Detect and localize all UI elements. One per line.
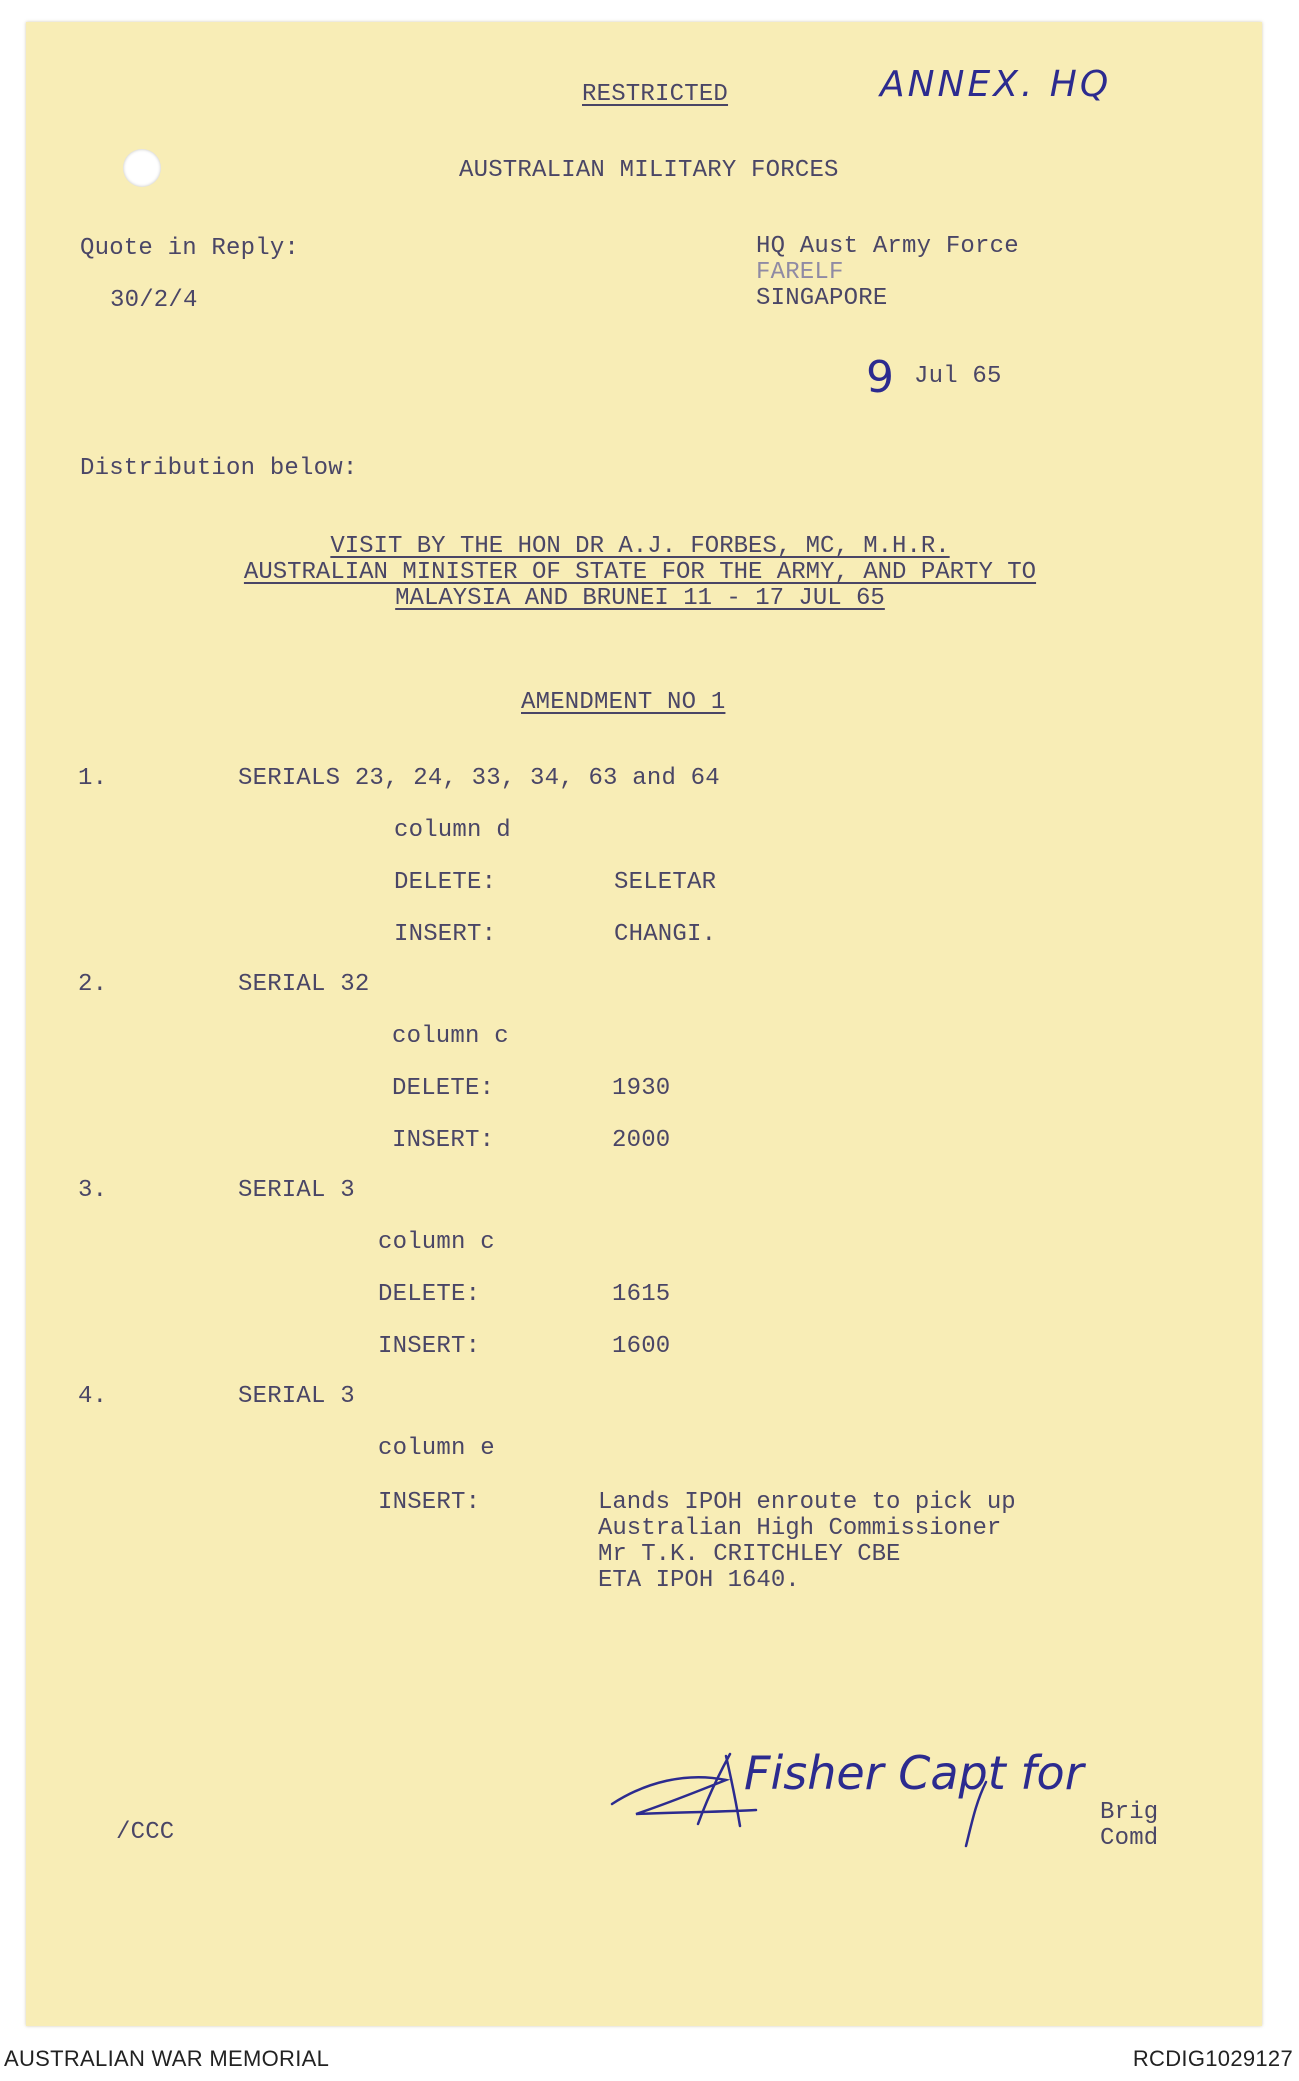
handwritten-annex: ANNEX. HQ <box>880 64 1112 105</box>
delete-value: SELETAR <box>614 869 717 896</box>
column-reference: column c <box>378 1229 495 1256</box>
item-number: 3. <box>78 1177 108 1204</box>
delete-value: 1930 <box>612 1075 671 1102</box>
serial-reference: SERIALS 23, 24, 33, 34, 63 and 64 <box>238 765 720 792</box>
insert-text-block <box>598 1490 1016 1594</box>
footer-item-id: RCDIG1029127 <box>1132 2046 1293 2071</box>
quote-label: Quote in Reply: <box>80 235 300 262</box>
reference-number: 30/2/4 <box>110 287 198 314</box>
delete-label: DELETE: <box>394 869 497 896</box>
serial-reference: SERIAL 3 <box>238 1383 355 1410</box>
item-number: 1. <box>78 765 108 792</box>
security-heading: RESTRICTED <box>582 81 729 108</box>
insert-text-line: ETA IPOH 1640. <box>598 1567 800 1594</box>
subject-line: VISIT BY THE HON DR A.J. FORBES, MC, M.H.R. <box>330 533 950 560</box>
item-number: 4. <box>78 1383 108 1410</box>
signatory-title: Brig <box>1100 1799 1159 1826</box>
delete-label: DELETE: <box>378 1281 481 1308</box>
insert-label: INSERT: <box>394 921 497 948</box>
item-number: 2. <box>78 971 108 998</box>
insert-label: INSERT: <box>378 1489 481 1516</box>
address-line: FARELF <box>756 259 844 286</box>
insert-value: CHANGI. <box>614 921 717 948</box>
organisation-heading: AUSTRALIAN MILITARY FORCES <box>459 157 839 184</box>
insert-text-line: Mr T.K. CRITCHLEY CBE <box>598 1541 901 1568</box>
signature-handwritten: Fisher Capt for <box>744 1746 1084 1800</box>
column-reference: column c <box>392 1023 509 1050</box>
document-page <box>26 22 1262 2026</box>
footer-archive-name: AUSTRALIAN WAR MEMORIAL <box>4 2046 330 2071</box>
insert-text-line: Lands IPOH enroute to pick up <box>598 1489 1016 1516</box>
address-line: SINGAPORE <box>756 285 888 312</box>
delete-label: DELETE: <box>392 1075 495 1102</box>
column-reference: column d <box>394 817 511 844</box>
date-day-handwritten: 9 <box>866 352 894 403</box>
insert-label: INSERT: <box>378 1333 481 1360</box>
insert-label: INSERT: <box>392 1127 495 1154</box>
amendment-title: AMENDMENT NO 1 <box>521 689 726 716</box>
signatory-title: Comd <box>1100 1825 1159 1852</box>
column-reference: column e <box>378 1435 495 1462</box>
punch-hole <box>123 149 161 187</box>
reference-initials: /CCC <box>116 1819 175 1846</box>
serial-reference: SERIAL 32 <box>238 971 370 998</box>
serial-reference: SERIAL 3 <box>238 1177 355 1204</box>
subject-line: AUSTRALIAN MINISTER OF STATE FOR THE ARMY, AND PARTY TO <box>243 559 1037 586</box>
delete-value: 1615 <box>612 1281 671 1308</box>
subject-line: MALAYSIA AND BRUNEI 11 - 17 JUL 65 <box>395 585 885 612</box>
address-line: HQ Aust Army Force <box>756 233 1019 260</box>
date-month-year: Jul 65 <box>914 363 1002 390</box>
distribution-label: Distribution below: <box>80 455 358 482</box>
insert-text-line: Australian High Commissioner <box>598 1515 1002 1542</box>
subject-block <box>140 534 1140 612</box>
insert-value: 1600 <box>612 1333 671 1360</box>
insert-value: 2000 <box>612 1127 671 1154</box>
